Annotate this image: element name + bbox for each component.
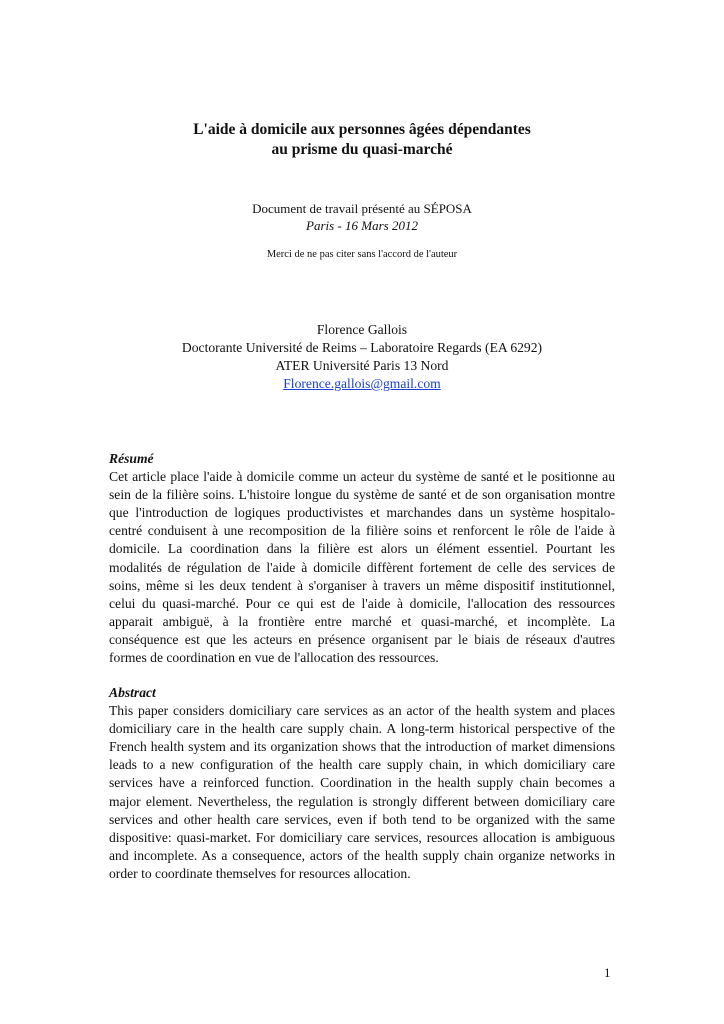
abstract-section bbox=[109, 684, 615, 883]
title-line-1: L'aide à domicile aux personnes âgées dépendantes bbox=[193, 121, 531, 138]
author-info bbox=[0, 321, 724, 393]
citation-note: Merci de ne pas citer sans l'accord de l'auteur bbox=[266, 249, 458, 260]
resume-heading: Résumé bbox=[109, 451, 154, 466]
abstract-heading: Abstract bbox=[109, 685, 156, 700]
author-affiliation-1: Doctorante Université de Reims – Laboratoire Regards (EA 6292) bbox=[181, 340, 543, 355]
presentation-info bbox=[0, 200, 724, 234]
place-date: Paris - 16 Mars 2012 bbox=[306, 218, 418, 233]
resume-section bbox=[109, 450, 615, 667]
resume-text: Cet article place l'aide à domicile comme un acteur du système de santé et le positionne au sein de la filière soins. L'histoire longue du système de santé et de son organisation montre que l'introduction de logiques productivistes et marchandes dans un système hospitalo-centré conduisent à une recomposition de la filière soins et renforcent le rôle de l'aide à domicile. La coordination dans la filière est alors un élément essentiel. Pourtant les modalités de régulation de l'aide à domicile diffèrent fortement de celle des services de soins, même si les deux tendent à s'organiser à travers un même dispositif institutionnel, celui du quasi-marché. Pour ce qui est de l'aide à domicile, l'allocation des ressources apparait ambiguë, à la frontière entre marché et quasi-marché, et incomplète. La conséquence est que les acteurs en présence organisent par le biais de réseaux d'autres formes de coordination en vue de l'allocation des ressources. bbox=[109, 469, 615, 666]
author-name: Florence Gallois bbox=[316, 322, 408, 337]
author-affiliation-2: ATER Université Paris 13 Nord bbox=[275, 358, 449, 373]
presented-at: Document de travail présenté au SÉPOSA bbox=[252, 201, 472, 216]
page-number: 1 bbox=[604, 965, 611, 980]
paper-title bbox=[0, 120, 724, 160]
abstract-text: This paper considers domiciliary care services as an actor of the health system and places domiciliary care in the health care supply chain. A long-term historical perspective of the French health system and its organization shows that the introduction of market dimensions leads to a new configuration of the health care supply chain, in which domiciliary care services have a reinforced function. Coordination in the health supply chain becomes a major element. Nevertheless, the regulation is strongly different between domiciliary care services and other health care services, even if both tend to be organized with the same dispositive: quasi-market. For domiciliary care services, resources allocation is ambiguous and incomplete. As a consequence, actors of the health supply chain organize networks in order to coordinate themselves for resources allocation. bbox=[109, 703, 615, 881]
title-line-2: au prisme du quasi-marché bbox=[271, 141, 453, 158]
author-email-link[interactable]: Florence.gallois@gmail.com bbox=[283, 376, 441, 391]
